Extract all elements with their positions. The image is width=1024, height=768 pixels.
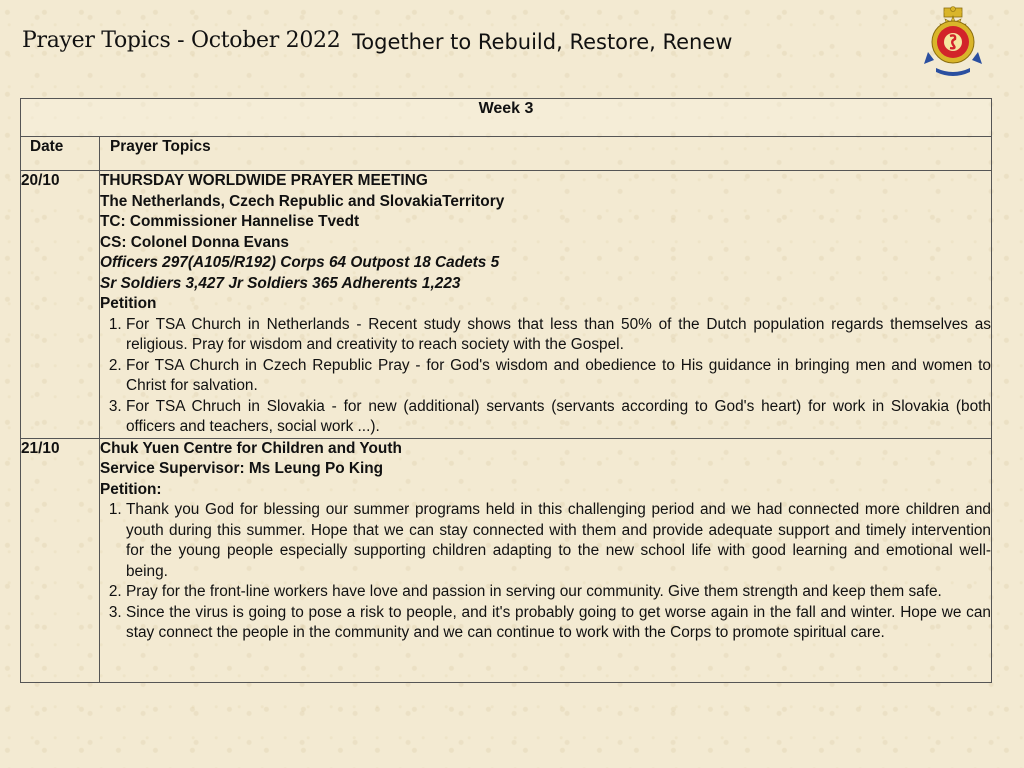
page-header	[0, 0, 1024, 88]
row-date: 21/10	[21, 438, 100, 682]
column-header-row	[21, 137, 992, 171]
topic-line: Chuk Yuen Centre for Children and Youth	[100, 439, 402, 457]
table-row	[21, 438, 992, 682]
salvation-army-crest-icon	[920, 6, 986, 80]
week-header-row	[21, 99, 992, 137]
row-topics	[100, 438, 992, 682]
table-row	[21, 171, 992, 439]
petition-list	[100, 315, 991, 438]
title-separator: -	[170, 28, 191, 53]
title-month: October 2022	[190, 28, 341, 53]
row-date: 20/10	[21, 171, 100, 439]
list-item: 3. For TSA Chruch in Slovakia - for new (additional) servants (servants according to God's heart) for work in Slovakia (both officers and teachers, social work ...).	[126, 397, 991, 438]
list-item: 2. Pray for the front-line workers have love and passion in serving our community. Give them strength and keep them safe.	[126, 582, 991, 603]
list-item: 2. For TSA Church in Czech Republic Pray - for God's wisdom and obedience to His guidance in bringing men and women to Christ for salvation.	[126, 356, 991, 397]
list-item: 1. Thank you God for blessing our summer programs held in this challenging period and we had connected more children and youth during this summer. Hope that we can stay connected with them and provide adequate support and timely intervention for the young people especially supporting children adapting to the new school life with good learning and emotional well-being.	[126, 500, 991, 582]
list-item: 3. Since the virus is going to pose a risk to people, and it's probably going to get worse again in the fall and winter. Hope we can stay connect the people in the community and we can continue to work with the Corps to promote spiritual care.	[126, 603, 991, 644]
topic-line: TC: Commissioner Hannelise Tvedt	[100, 213, 360, 230]
date-column-header: Date	[21, 137, 100, 171]
topic-line: THURSDAY WORLDWIDE PRAYER MEETING	[100, 172, 428, 189]
prayer-topics-table	[20, 98, 992, 683]
week-label: Week 3	[21, 99, 992, 137]
topic-line: The Netherlands, Czech Republic and SlovakiaTerritory	[100, 192, 505, 210]
page-title	[22, 28, 340, 53]
petition-label: Petition:	[100, 480, 162, 498]
title-text: Prayer Topics	[22, 28, 171, 53]
topic-line: Service Supervisor: Ms Leung Po King	[100, 460, 384, 477]
list-item: 1. For TSA Church in Netherlands - Recent study shows that less than 50% of the Dutch population regards themselves as religious. Pray for wisdom and creativity to reach society with the Gospel.	[126, 315, 991, 356]
theme-subtitle: Together to Rebuild, Restore, Renew	[352, 30, 733, 54]
petition-label: Petition	[100, 295, 157, 312]
statistics-line: Sr Soldiers 3,427 Jr Soldiers 365 Adherents 1,223	[100, 274, 461, 292]
topics-column-header: Prayer Topics	[100, 137, 992, 171]
petition-list	[100, 500, 991, 644]
row-topics	[100, 171, 992, 439]
statistics-line: Officers 297(A105/R192) Corps 64 Outpost 18 Cadets 5	[100, 254, 500, 271]
topic-line: CS: Colonel Donna Evans	[100, 233, 289, 251]
